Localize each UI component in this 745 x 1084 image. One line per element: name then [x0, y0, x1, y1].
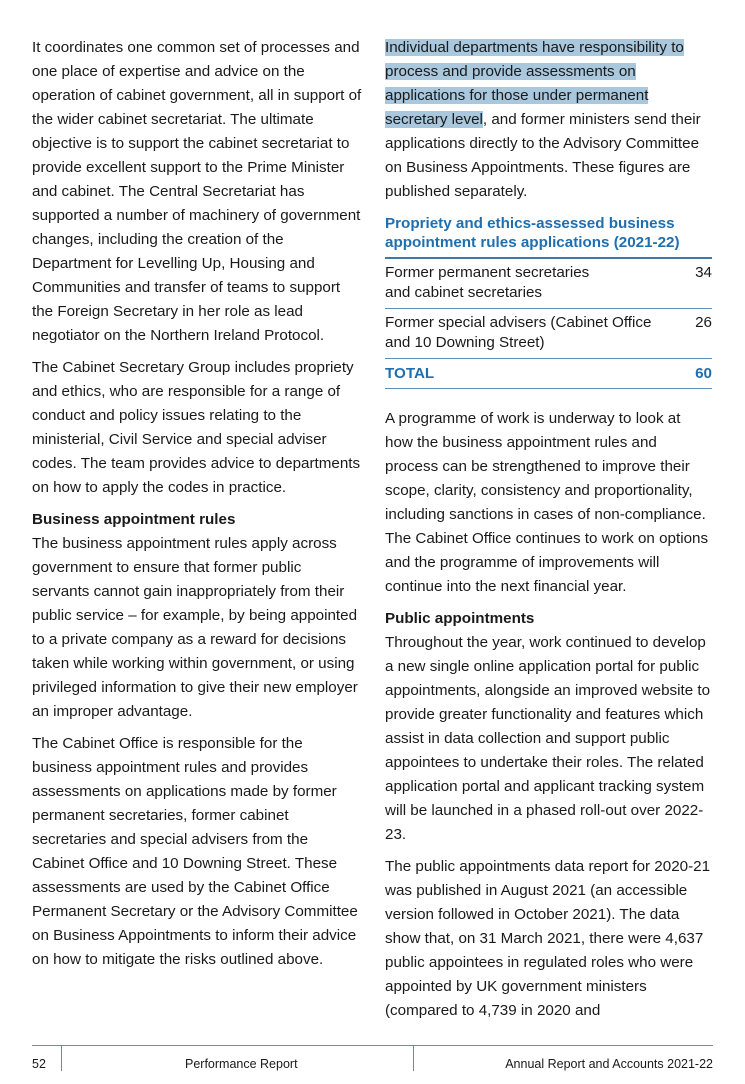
table-total-row [385, 359, 712, 389]
selected-text-highlight[interactable]: Individual departments have responsibility to process and provide assessments on applications for those under permanent secretary level [385, 39, 684, 128]
paragraph-cabinet-office-responsibility: The Cabinet Office is responsible for the business appointment rules and provides assessments on applications made by former permanent secretaries, former cabinet secretaries and special advisers from the Cabinet Office and 10 Downing Street. These assessments are used by the Cabinet Office Permanent Secretary or the Advisory Committee on Business Appointments to inform their advice on how to mitigate the risks outlined above. [32, 735, 358, 968]
right-column [385, 36, 712, 1031]
heading-business-appointment-rules: Business appointment rules [32, 511, 236, 528]
paragraph-programme-of-work: A programme of work is underway to look at how the business appointment rules and process can be strengthened to improve their scope, clarity, consistency and proportionality, including sanctions in cases of non-compliance. The Cabinet Office continues to work on options and the programme of improvements will continue into the next financial year. [385, 410, 709, 595]
table-title: Propriety and ethics-assessed business appointment rules applications (2021-22) [385, 214, 712, 259]
footer-divider [413, 1045, 414, 1071]
paragraph-business-rules: The business appointment rules apply across government to ensure that former public servants cannot gain inappropriately from their public service – for example, by being appointed to a private company as a reward for decisions taken while working within government, or using privileged information to give their new employer an improper advantage. [32, 535, 358, 720]
left-column [32, 36, 362, 980]
paragraph-rest: , and former ministers send their applications directly to the Advisory Committee on Business Appointments. These figures are published separately. [385, 111, 701, 200]
row-label: Former special advisers (Cabinet Office and 10 Downing Street) [385, 314, 652, 351]
paragraph-individual-departments[interactable] [385, 36, 712, 204]
paragraph-central-secretariat: It coordinates one common set of processes and one place of expertise and advice on the operation of cabinet government, all in support of the wider cabinet secretariat. The ultimate objective is to support the cabinet secretariat to provide excellent support to the Prime Minister and cabinet. The Central Secretariat has supported a number of machinery of government changes, including the creation of the Department for Levelling Up, Housing and Communities and transfer of teams to support the Foreign Secretary in her role as lead negotiator on the Northern Ireland Protocol. [32, 39, 362, 344]
paragraph-data-report: The public appointments data report for 2020-21 was published in August 2021 (an accessible version followed in October 2021). The data show that, on 31 March 2021, there were 4,637 public appointees in regulated roles who were appointed by UK government ministers (compared to 4,739 in 2020 and [385, 858, 711, 1019]
footer-section: Performance Report [185, 1057, 298, 1071]
page-number: 52 [32, 1057, 46, 1071]
table-row [385, 309, 712, 359]
row-value: 26 [695, 314, 712, 331]
footer-divider [61, 1045, 62, 1071]
total-value: 60 [695, 365, 712, 382]
table-row [385, 259, 712, 309]
paragraph-online-portal: Throughout the year, work continued to develop a new single online application portal for public appointments, alongside an improved website to provide greater functionality and features which assist in data collection and support public appointees to undertake their roles. The related application portal and applicant tracking system will be launched in a phased roll-out over 2022-23. [385, 634, 711, 843]
row-label: Former permanent secretaries and cabinet secretaries [385, 264, 590, 301]
total-label: TOTAL [385, 365, 435, 382]
row-value: 34 [695, 264, 712, 281]
heading-public-appointments: Public appointments [385, 610, 535, 627]
footer-document-title: Annual Report and Accounts 2021-22 [505, 1057, 713, 1071]
footer-rule [32, 1045, 713, 1046]
applications-table [385, 214, 712, 389]
paragraph-cabinet-secretary-group: The Cabinet Secretary Group includes propriety and ethics, who are responsible for a range of conduct and policy issues relating to the ministerial, Civil Service and special adviser codes. The team provides advice to departments on how to apply the codes in practice. [32, 359, 361, 496]
